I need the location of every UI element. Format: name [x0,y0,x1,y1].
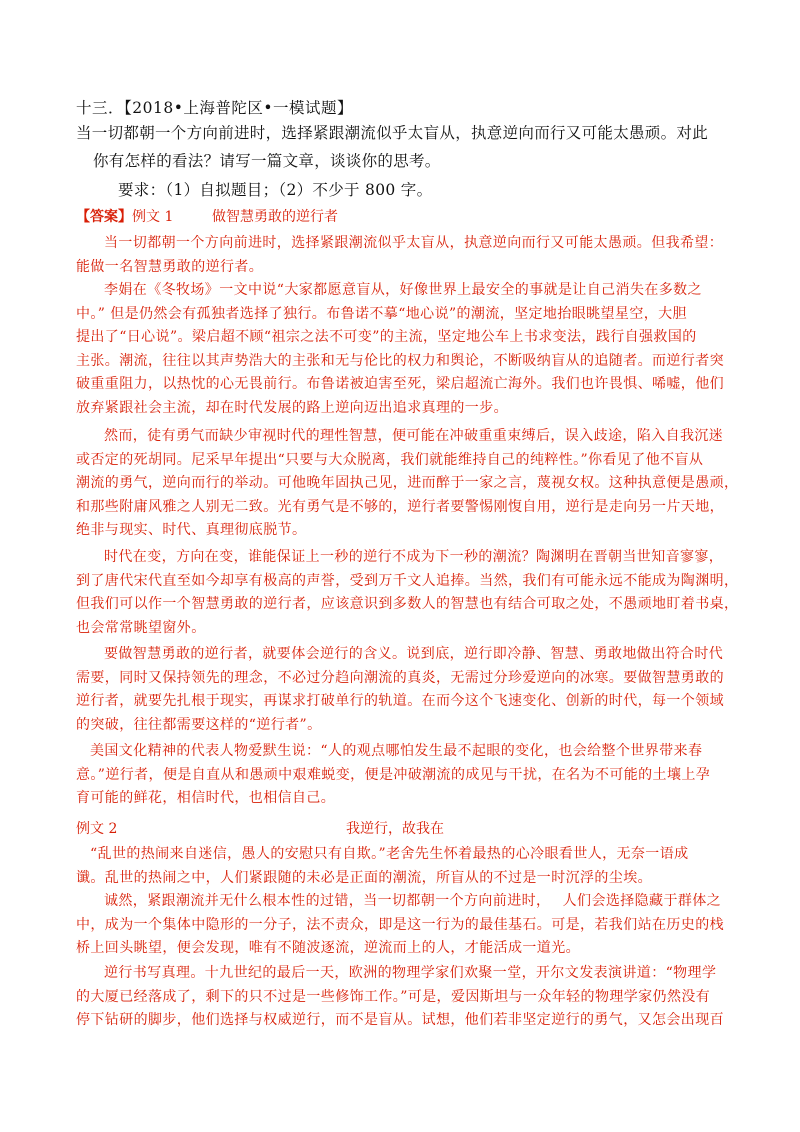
example2-label: 例文 2 [76,821,118,837]
example2-header [76,818,726,838]
example2-paragraph-1: “乱世的热闹来自迷信，愚人的安慰只有自欺。”老舍先生怀着最热的心冷眼看世人，无奈一语成 谶。乱世的热闹之中，人们紧跟随的未必是正面的潮流，所盲从的不过是一时沉浮的尘埃。 [76,846,689,886]
example1-paragraph-4: 时代在变，方向在变，谁能保证上一秒的逆行不成为下一秒的潮流？陶渊明在晋朝当世知音寥寥， 到了唐代宋代直至如今却享有极高的声誉，受到万千文人追捧。当然，我们有可能永远不能成为陶渊明， 但我们可以作一个智慧勇敢的逆行者，应该意识到多数人的智慧也有结合可取之处，不愚顽地盯着书桌， 也会常常眺望窗外。 [76,549,739,636]
example1-paragraph-3: 然而，徒有勇气而缺少审视时代的理性智慧，便可能在冲破重重束缚后，误入歧途，陷入自我沉迷 或否定的死胡同。尼采早年提出“只要与大众脱离，我们就能维持自己的纯粹性。”你看见了他不盲从 潮流的勇气，逆向而行的举动。可他晚年固执己见，进而醉于一家之言，蔑视女权。这种执意便是愚顽， 和那些附庸风雅之人别无二致。光有勇气是不够的，逆行者要警惕刚愎自用，逆行是走向另一片天地， 绝非与现实、时代、真理彻底脱节。 [76,428,739,538]
question-prompt [76,119,726,175]
example1-label: 例文 1 [132,209,174,225]
question-requirement: 要求：（1）自拟题目；（2）不少于 800 字。 [118,181,433,199]
question-title: 十三．【2018•上海普陀区•一模试题】 [76,99,353,117]
example1-paragraph-2: 李娟在《冬牧场》一文中说“大家都愿意盲从，好像世界上最安全的事就是让自己消失在多数之 中。” 但是仍然会有孤独者选择了独行。布鲁诺不摹“地心说”的潮流，坚定地抬眼眺望星空，大胆 提出了“日心说”。梁启超不顾“祖宗之法不可变”的主流，坚定地公车上书求变法，践行自强救国的 主张。潮流，往往以其声势浩大的主张和无与伦比的权力和舆论，不断吸纳盲从的追随者。而逆行者突 破重重阻力，以热忱的心无畏前行。布鲁诺被迫害至死，梁启超流亡海外。我们也许畏惧、唏嘘，他们 放弃紧跟社会主流，却在时代发展的路上逆向迈出追求真理的一步。 [76,282,724,416]
example2-title: 我逆行，故我在 [346,821,444,837]
answer-header [76,206,338,226]
example2-paragraph-3: 逆行书写真理。十九世纪的最后一天，欧洲的物理学家们欢聚一堂，开尔文发表演讲道：“物理学 的大厦已经落成了，剩下的只不过是一些修饰工作。”可是，爱因斯坦与一众年轻的物理学家仍然没有 停下钻研的脚步，他们选择与权威逆行，而不是盲从。试想，他们若非坚定逆行的勇气，又怎会出现百 [76,965,724,1028]
answer-label: 【答案】 [76,209,132,225]
prompt-line-1: 当一切都朝一个方向前进时，选择紧跟潮流似乎太盲从，执意逆向而行又可能太愚顽。对此 [76,124,709,142]
prompt-line-2: 你有怎样的看法？请写一篇文章，谈谈你的思考。 [93,152,441,170]
example1-title: 做智慧勇敢的逆行者 [212,209,338,225]
example2-paragraph-2: 诚然，紧跟潮流并无什么根本性的过错，当一切都朝一个方向前进时， 人们会选择隐藏于群体之 中，成为一个集体中隐形的一分子，法不责众，即是这一行为的最佳基石。可是，若我们站在历史的栈 桥上回头眺望，便会发现，唯有不随波逐流，逆流而上的人，才能活成一道光。 [76,893,724,956]
example1-paragraph-5: 要做智慧勇敢的逆行者，就要体会逆行的含义。说到底，逆行即冷静、智慧、勇敢地做出符合时代 需要，同时又保持领先的理念，不必过分趋向潮流的真炎，无需过分珍爱逆向的冰寒。要做智慧勇敢的 逆行者，就要先扎根于现实，再谋求打破单行的轨道。在而今这个飞速变化、创新的时代，每一个领域 的突破，往往都需要这样的“逆行者”。 [76,646,724,733]
example1-paragraph-6: 美国文化精神的代表人物爱默生说：“人的观点哪怕发生最不起眼的变化，也会给整个世界带来春 意。”逆行者，便是自直从和愚顽中艰难蜕变，便是冲破潮流的成见与干扰，在名为不可能的土壤上孕 育可能的鲜花，相信时代，也相信自己。 [76,743,711,806]
example1-paragraph-1: 当一切都朝一个方向前进时，选择紧跟潮流似乎太盲从，执意逆向而行又可能太愚顽。但我希望： 能做一名智慧勇敢的逆行者。 [76,235,724,275]
